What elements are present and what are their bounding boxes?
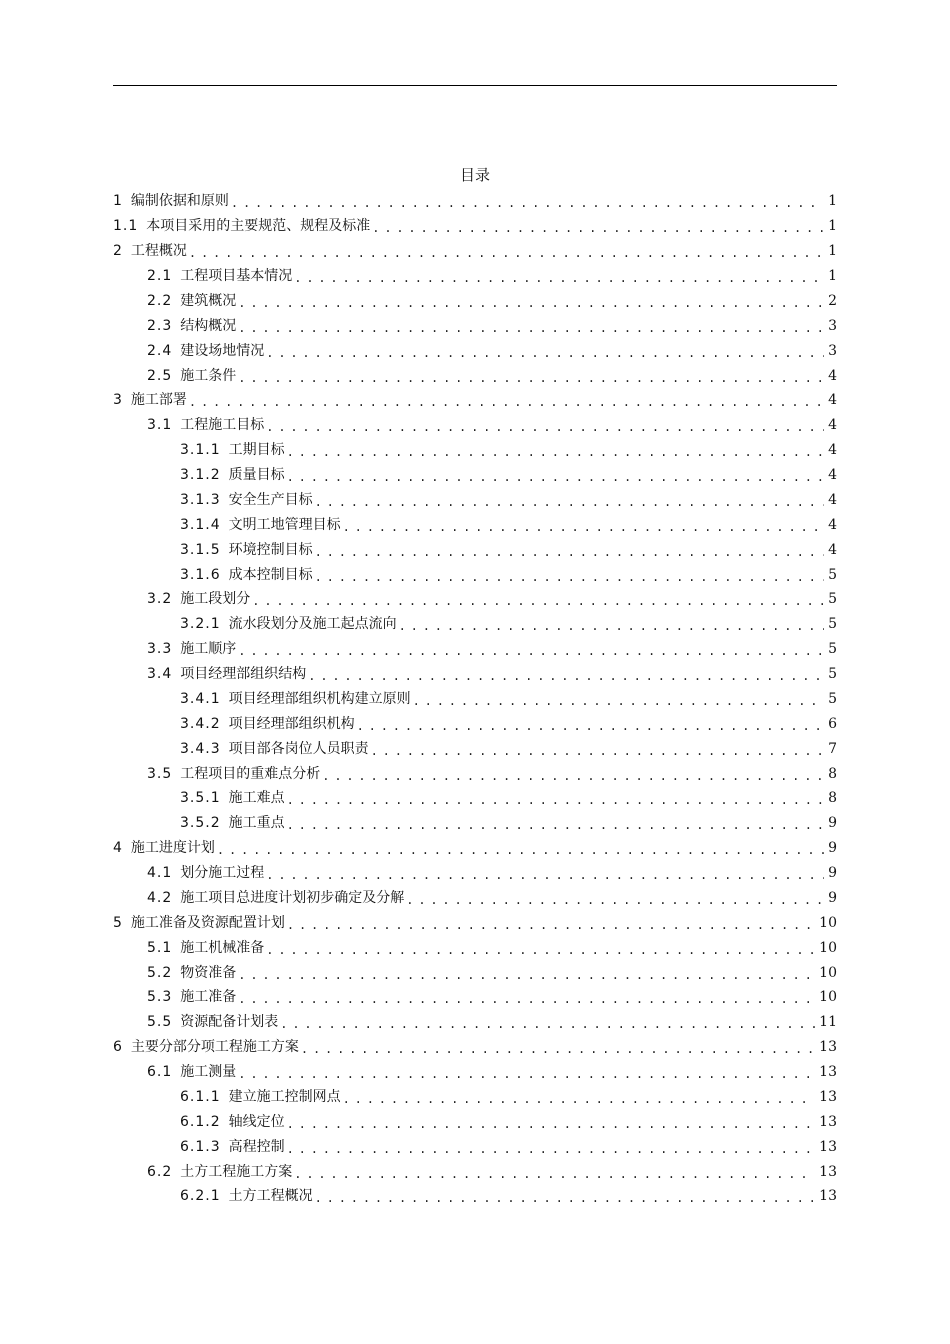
toc-entry-number: 3.4.2 — [180, 715, 221, 732]
toc-leader-dots — [217, 844, 824, 856]
toc-entry-page: 9 — [828, 889, 837, 906]
toc-entry[interactable] — [113, 1035, 837, 1060]
toc-entry[interactable] — [113, 836, 837, 861]
toc-entry-number: 3.5 — [147, 765, 173, 782]
toc-entry-page: 3 — [828, 342, 837, 359]
toc-entry-title: 质量目标 — [228, 467, 285, 484]
toc-leader-dots — [287, 794, 824, 806]
toc-leader-dots — [287, 446, 824, 458]
toc-entry-page: 9 — [828, 840, 837, 857]
toc-leader-dots — [238, 372, 824, 384]
toc-entry[interactable] — [113, 761, 837, 786]
toc-entry[interactable] — [113, 886, 837, 911]
toc-leader-dots — [238, 297, 824, 309]
toc-entry-number: 3.4.3 — [180, 740, 221, 757]
toc-entry-number: 6.2 — [147, 1163, 173, 1180]
toc-entry-number: 3.1.6 — [180, 566, 221, 583]
toc-entry-title: 环境控制目标 — [228, 541, 313, 558]
toc-entry-number: 3.3 — [147, 641, 173, 658]
toc-entry-title: 土方工程概况 — [228, 1188, 313, 1205]
toc-entry-title: 施工准备 — [180, 989, 237, 1006]
toc-entry-page: 8 — [828, 790, 837, 807]
toc-entry[interactable] — [113, 1085, 837, 1110]
toc-entry-page: 8 — [828, 765, 837, 782]
toc-leader-dots — [280, 1018, 815, 1030]
toc-entry-title: 项目经理部组织机构建立原则 — [228, 690, 411, 707]
toc-entry-number: 2.3 — [147, 317, 173, 334]
toc-entry-number: 5 — [113, 914, 123, 931]
header-rule — [113, 85, 837, 86]
toc-entry-page: 2 — [828, 292, 837, 309]
toc-entry-title: 施工项目总进度计划初步确定及分解 — [180, 889, 405, 906]
toc-entry-number: 6.1.2 — [180, 1113, 221, 1130]
toc-leader-dots — [399, 620, 824, 632]
toc-entry-page: 5 — [828, 616, 837, 633]
toc-entry-number: 4 — [113, 840, 123, 857]
toc-leader-dots — [231, 197, 824, 209]
toc-entry-number: 4.2 — [147, 889, 173, 906]
toc-entry-number: 3.1 — [147, 417, 173, 434]
toc-leader-dots — [371, 745, 824, 757]
toc-entry[interactable] — [113, 239, 837, 264]
toc-entry[interactable] — [113, 363, 837, 388]
toc-entry[interactable] — [113, 189, 837, 214]
toc-entry-page: 4 — [828, 516, 837, 533]
toc-leader-dots — [266, 944, 815, 956]
toc-entry-number: 3.1.2 — [180, 467, 221, 484]
toc-entry-number: 2.4 — [147, 342, 173, 359]
toc-entry-number: 5.5 — [147, 1014, 173, 1031]
toc-entry-page: 5 — [828, 641, 837, 658]
toc-entry-title: 施工测量 — [180, 1064, 237, 1081]
toc-leader-dots — [287, 819, 824, 831]
toc-entry-title: 施工难点 — [228, 790, 285, 807]
toc-leader-dots — [238, 645, 824, 657]
toc-entry-number: 3 — [113, 392, 123, 409]
toc-leader-dots — [238, 993, 815, 1005]
toc-entry-page: 4 — [828, 442, 837, 459]
toc-entry-page: 5 — [828, 566, 837, 583]
toc-entry[interactable] — [113, 1109, 837, 1134]
toc-entry-title: 建筑概况 — [180, 292, 237, 309]
toc-entry-number: 3.4 — [147, 666, 173, 683]
toc-entry-title: 工期目标 — [228, 442, 285, 459]
toc-entry-number: 5.3 — [147, 989, 173, 1006]
toc-entry[interactable] — [113, 1134, 837, 1159]
toc-leader-dots — [315, 1192, 816, 1204]
toc-entry-title: 工程项目基本情况 — [180, 268, 293, 285]
toc-entry-page: 4 — [828, 392, 837, 409]
toc-entry-page: 4 — [828, 467, 837, 484]
toc-entry-page: 10 — [819, 939, 837, 956]
toc-entry-page: 10 — [819, 989, 837, 1006]
toc-entry-page: 4 — [828, 541, 837, 558]
toc-leader-dots — [315, 496, 824, 508]
toc-entry-number: 6.1.3 — [180, 1138, 221, 1155]
toc-entry-number: 4.1 — [147, 865, 173, 882]
toc-entry-page: 13 — [819, 1113, 837, 1130]
toc-entry[interactable] — [113, 488, 837, 513]
toc-leader-dots — [287, 1118, 816, 1130]
toc-entry-title: 成本控制目标 — [228, 566, 313, 583]
toc-entry-title: 施工准备及资源配置计划 — [130, 914, 285, 931]
toc-entry-title: 轴线定位 — [228, 1113, 285, 1130]
toc-entry-number: 6.1 — [147, 1064, 173, 1081]
toc-entry-number: 6 — [113, 1039, 123, 1056]
toc-entry[interactable] — [113, 910, 837, 935]
toc-entry[interactable] — [113, 1159, 837, 1184]
toc-entry[interactable] — [113, 438, 837, 463]
toc-entry-number: 3.5.1 — [180, 790, 221, 807]
toc-leader-dots — [238, 1068, 815, 1080]
toc-entry-page: 4 — [828, 367, 837, 384]
toc-entry-page: 4 — [828, 417, 837, 434]
toc-leader-dots — [413, 695, 824, 707]
toc-entry-page: 5 — [828, 690, 837, 707]
toc-entry[interactable] — [113, 1010, 837, 1035]
toc-entry-page: 10 — [819, 914, 837, 931]
toc-title: 目录 — [459, 166, 490, 184]
toc-entry-number: 3.4.1 — [180, 690, 221, 707]
toc-leader-dots — [315, 571, 824, 583]
toc-leader-dots — [294, 1168, 815, 1180]
toc-entry-number: 5.2 — [147, 964, 173, 981]
toc-entry[interactable] — [113, 587, 837, 612]
toc-entry-title: 主要分部分项工程施工方案 — [130, 1039, 299, 1056]
toc-entry-page: 4 — [828, 491, 837, 508]
toc-leader-dots — [252, 595, 824, 607]
toc-entry-number: 3.1.3 — [180, 491, 221, 508]
toc-entry[interactable] — [113, 463, 837, 488]
toc-leader-dots — [266, 421, 824, 433]
toc-entry-title: 项目经理部组织结构 — [180, 666, 307, 683]
toc-entry-page: 13 — [819, 1088, 837, 1105]
toc-entry[interactable] — [113, 711, 837, 736]
toc-entry-page: 5 — [828, 591, 837, 608]
toc-entry[interactable] — [113, 687, 837, 712]
toc-entry-page: 5 — [828, 666, 837, 683]
toc-entry[interactable] — [113, 1060, 837, 1085]
toc-entry-number: 2 — [113, 243, 123, 260]
toc-leader-dots — [322, 770, 824, 782]
toc-entry-title: 编制依据和原则 — [130, 193, 229, 210]
toc-entry-page: 13 — [819, 1039, 837, 1056]
toc-entry-page: 1 — [828, 193, 837, 210]
toc-entry-page: 9 — [828, 865, 837, 882]
toc-leader-dots — [294, 272, 824, 284]
toc-entry-page: 1 — [828, 268, 837, 285]
table-of-contents — [113, 189, 837, 1209]
toc-entry[interactable] — [113, 935, 837, 960]
toc-entry-page: 13 — [819, 1138, 837, 1155]
toc-entry[interactable] — [113, 861, 837, 886]
toc-entry-title: 工程概况 — [130, 243, 187, 260]
toc-leader-dots — [406, 894, 824, 906]
toc-entry-title: 项目部各岗位人员职责 — [228, 740, 369, 757]
toc-entry-title: 施工重点 — [228, 815, 285, 832]
toc-entry[interactable] — [113, 338, 837, 363]
toc-entry-number: 6.1.1 — [180, 1088, 221, 1105]
toc-entry[interactable] — [113, 786, 837, 811]
toc-entry[interactable] — [113, 637, 837, 662]
toc-leader-dots — [372, 222, 824, 234]
toc-entry[interactable] — [113, 736, 837, 761]
toc-entry-page: 6 — [828, 715, 837, 732]
toc-entry-title: 施工顺序 — [180, 641, 237, 658]
toc-entry[interactable] — [113, 289, 837, 314]
toc-leader-dots — [266, 869, 824, 881]
toc-entry-page: 3 — [828, 317, 837, 334]
toc-entry-number: 2.1 — [147, 268, 173, 285]
toc-entry-page: 1 — [828, 218, 837, 235]
toc-entry[interactable] — [113, 537, 837, 562]
toc-entry[interactable] — [113, 313, 837, 338]
toc-entry-page: 13 — [819, 1163, 837, 1180]
toc-entry-number: 2.5 — [147, 367, 173, 384]
toc-leader-dots — [189, 247, 824, 259]
toc-entry-number: 3.1.4 — [180, 516, 221, 533]
toc-entry-title: 工程施工目标 — [180, 417, 265, 434]
toc-entry-number: 2.2 — [147, 292, 173, 309]
toc-leader-dots — [189, 396, 824, 408]
toc-entry-title: 划分施工过程 — [180, 865, 265, 882]
toc-entry-title: 物资准备 — [180, 964, 237, 981]
toc-entry[interactable] — [113, 388, 837, 413]
toc-entry[interactable] — [113, 214, 837, 239]
toc-entry-page: 10 — [819, 964, 837, 981]
toc-entry-title: 施工部署 — [130, 392, 187, 409]
toc-entry-number: 3.2.1 — [180, 616, 221, 633]
toc-entry[interactable] — [113, 1184, 837, 1209]
toc-entry-title: 安全生产目标 — [228, 491, 313, 508]
toc-leader-dots — [343, 1093, 816, 1105]
toc-entry-title: 高程控制 — [228, 1138, 285, 1155]
toc-leader-dots — [266, 347, 824, 359]
toc-entry-title: 文明工地管理目标 — [228, 516, 341, 533]
toc-entry-title: 工程项目的重难点分析 — [180, 765, 321, 782]
toc-entry[interactable] — [113, 662, 837, 687]
toc-leader-dots — [357, 720, 824, 732]
toc-entry-title: 土方工程施工方案 — [180, 1163, 293, 1180]
toc-entry[interactable] — [113, 512, 837, 537]
toc-entry[interactable] — [113, 562, 837, 587]
toc-entry-title: 建立施工控制网点 — [228, 1088, 341, 1105]
toc-entry[interactable] — [113, 612, 837, 637]
toc-entry-title: 施工条件 — [180, 367, 237, 384]
toc-entry-page: 13 — [819, 1064, 837, 1081]
toc-leader-dots — [301, 1043, 815, 1055]
toc-entry[interactable] — [113, 413, 837, 438]
toc-leader-dots — [238, 969, 815, 981]
toc-leader-dots — [238, 322, 824, 334]
toc-entry-page: 9 — [828, 815, 837, 832]
toc-entry-page: 13 — [819, 1188, 837, 1205]
toc-entry-title: 资源配备计划表 — [180, 1014, 279, 1031]
toc-leader-dots — [343, 521, 824, 533]
toc-entry-title: 项目经理部组织机构 — [228, 715, 355, 732]
toc-entry-title: 本项目采用的主要规范、规程及标准 — [146, 218, 371, 235]
toc-entry[interactable] — [113, 811, 837, 836]
toc-entry-number: 1.1 — [113, 218, 139, 235]
toc-entry[interactable] — [113, 985, 837, 1010]
toc-entry-number: 3.1.5 — [180, 541, 221, 558]
toc-entry-number: 5.1 — [147, 939, 173, 956]
toc-entry[interactable] — [113, 264, 837, 289]
toc-entry-title: 建设场地情况 — [180, 342, 265, 359]
toc-entry-number: 6.2.1 — [180, 1188, 221, 1205]
toc-entry-title: 施工段划分 — [180, 591, 251, 608]
toc-leader-dots — [287, 919, 815, 931]
toc-entry-number: 1 — [113, 193, 123, 210]
toc-entry-number: 3.1.1 — [180, 442, 221, 459]
toc-leader-dots — [308, 670, 824, 682]
toc-entry-page: 1 — [828, 243, 837, 260]
toc-entry-number: 3.2 — [147, 591, 173, 608]
toc-entry-title: 结构概况 — [180, 317, 237, 334]
toc-entry-number: 3.5.2 — [180, 815, 221, 832]
toc-entry[interactable] — [113, 960, 837, 985]
toc-leader-dots — [287, 471, 824, 483]
toc-entry-page: 11 — [819, 1014, 837, 1031]
toc-leader-dots — [287, 1143, 816, 1155]
toc-leader-dots — [315, 546, 824, 558]
toc-entry-page: 7 — [828, 740, 837, 757]
toc-entry-title: 流水段划分及施工起点流向 — [228, 616, 397, 633]
toc-entry-title: 施工进度计划 — [130, 840, 215, 857]
toc-entry-title: 施工机械准备 — [180, 939, 265, 956]
